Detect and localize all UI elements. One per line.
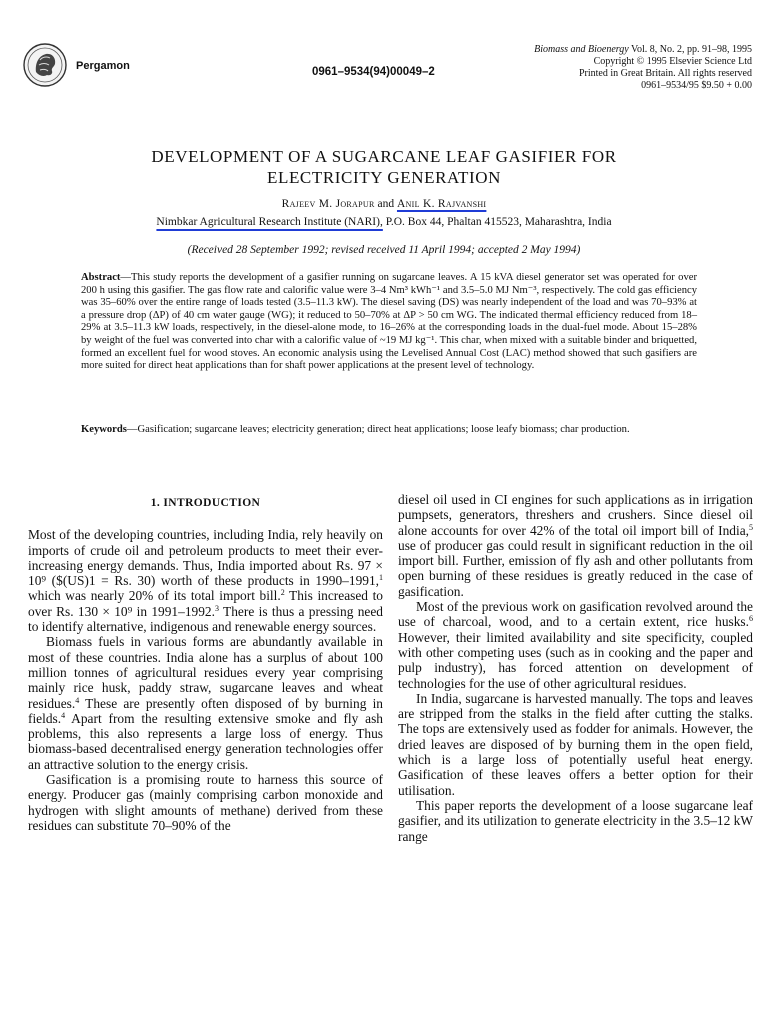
author-list	[40, 198, 728, 210]
affiliation-institute: Nimbkar Agricultural Research Institute (NARI),	[156, 216, 383, 228]
paragraph: Gasification is a promising route to harness this source of energy. Producer gas (mainly comprising carbon monoxide and hydrogen with slight amounts of methane) derived from these residues can substitute 70–90% of the	[28, 772, 383, 833]
author-conjunction: and	[374, 198, 397, 210]
body-column-right	[398, 492, 753, 844]
section-heading-introduction: 1. INTRODUCTION	[150, 497, 261, 509]
journal-citation	[534, 44, 752, 56]
document-code: 0961–9534(94)00049–2	[312, 66, 435, 78]
paragraph-text: Apart from the resulting extensive smoke and fly ash problems, this also represents a large loss of energy. Thus biomass-based decentralised energy generation technologies offer an attractive solution to the energy crisis.	[28, 710, 383, 772]
paragraph	[398, 599, 753, 691]
paper-title	[40, 146, 728, 188]
citation-ref: 3	[214, 603, 219, 613]
citation-ref: 6	[749, 614, 753, 624]
journal-name: Biomass and Bioenergy	[534, 44, 629, 55]
keywords	[81, 424, 697, 437]
abstract	[81, 272, 697, 373]
paragraph	[398, 492, 753, 599]
paragraph-text: Most of the developing countries, including India, rely heavily on imports of crude oil and petroleum products to meet their ever-increasing energy demands. Thus, India imported about Rs. 97 × 10⁹ ($(US)1 = Rs. 30) worth of these products in 1990–1991,	[28, 527, 383, 589]
received-dates: (Received 28 September 1992; revised received 11 April 1994; accepted 2 May 1994)	[187, 244, 581, 256]
paragraph: This paper reports the development of a loose sugarcane leaf gasifier, and its utilization to generate electricity in the 3.5–12 kW range	[398, 797, 753, 844]
keywords-text: —Gasification; sugarcane leaves; electricity generation; direct heat applications; loose leafy biomass; char production.	[126, 424, 630, 435]
pergamon-head-logo-icon	[22, 42, 68, 88]
abstract-text: —This study reports the development of a gasifier running on sugarcane leaves. A 15 kVA diesel generator set was operated for over 200 h using this gasifier. The gas flow rate and calorific value were 3–4 Nm³ kWh⁻¹ and 3.5–5.0 MJ Nm⁻³, respectively. The cold gas efficiency was 35–60% over the entire range of loads tested (3.5–11.3 kW). The diesel saving (DS) was nearly independent of the load and was 70–93% at a pressure drop (ΔP) of 40 cm water gauge (WG); it reduced to 50–70% at ΔP > 50 cm WG. The indicated thermal efficiency reduced from 18–29% at 3.5–11.3 kW loads, respectively, in the diesel-alone mode, to 16–26% at the corresponding loads in the dual-fuel mode. About 15–28% by weight of the fuel was converted into char with a calorific value of ~19 MJ kg⁻¹. This char, when mixed with a suitable binder and briquetted, formed an excellent fuel for wood stoves. An economic analysis using the Levelised Annual Cost (LAC) method showed that such gasifiers are more suited for direct heat applications than for shaft power applications at the present level of technology.	[81, 272, 697, 372]
body-column-left	[28, 492, 383, 833]
author-2: Anil K. Rajvanshi	[396, 198, 487, 210]
paragraph-text: These are presently often disposed of by burning in fields.	[28, 695, 383, 726]
journal-issue: Vol. 8, No. 2, pp. 91–98, 1995	[628, 44, 752, 55]
affiliation	[40, 216, 728, 228]
price-line: 0961–9534/95 $9.50 + 0.00	[641, 80, 752, 91]
citation-ref: 4	[75, 695, 80, 705]
paragraph: In India, sugarcane is harvested manually. The tops and leaves are stripped from the stalks in the field after cutting the stalks. The tops are extensively used as fodder for animals. However, the dried leaves are disposed of by burning them in the open field, which is a large loss of potentially useful heat energy. Gasification of these leaves offers a better option for their utilisation.	[398, 690, 753, 798]
title-line-1: DEVELOPMENT OF A SUGARCANE LEAF GASIFIER FOR	[151, 147, 617, 166]
citation-ref: 5	[749, 522, 753, 532]
paragraph-text: use of producer gas could result in significant reduction in the oil import bill. Further, emission of fly ash and other pollutants from open burning of these residues is greatly reduced in the case of gasification.	[398, 537, 753, 599]
masthead	[22, 40, 752, 100]
paragraph-text: However, their limited availability and site specificity, coupled with other competing uses (such as in cooking and the paper and pulp industry), has forced attention on development of technologies for the use of other agricultural residues.	[398, 629, 753, 691]
title-line-2: ELECTRICITY GENERATION	[266, 168, 501, 187]
abstract-label: Abstract	[81, 272, 121, 283]
paragraph-text: Most of the previous work on gasification revolved around the use of charcoal, wood, and to a certain extent, rice husks.	[398, 599, 753, 630]
paragraph	[28, 634, 383, 772]
paragraph-text: There is thus a pressing need to identify alternative, indigenous and renewable energy sources.	[28, 603, 384, 635]
paragraph-text: which was nearly 20% of its total import bill.	[28, 588, 281, 604]
affiliation-address: P.O. Box 44, Phaltan 415523, Maharashtra, India	[382, 216, 612, 228]
citation-ref: 4	[61, 710, 66, 720]
paragraph-text: diesel oil used in CI engines for such applications as in irrigation pumpsets, generators, threshers and crushers. Since diesel oil alone accounts for over 42% of the total oil import bill of India,	[398, 492, 753, 538]
paragraph	[28, 527, 383, 634]
keywords-label: Keywords	[81, 424, 127, 435]
paragraph-text: Biomass fuels in various forms are abundantly available in most of these countries. India alone has a surplus of about 100 million tonnes of agricultural residues every year comprising mainly rice husk, paddy straw, sugarcane leaves and wheat residues.	[28, 634, 383, 711]
citation-ref: 1	[379, 573, 383, 583]
author-1: Rajeev M. Jorapur	[281, 198, 375, 210]
paragraph-text: This increased to over Rs. 130 × 10⁹ in 1991–1992.	[28, 588, 383, 619]
copyright-line: Copyright © 1995 Elsevier Science Ltd	[593, 56, 752, 67]
citation-ref: 2	[280, 588, 285, 598]
publisher-name: Pergamon	[76, 60, 130, 72]
journal-info	[534, 44, 752, 92]
printed-line: Printed in Great Britain. All rights reserved	[578, 68, 752, 79]
